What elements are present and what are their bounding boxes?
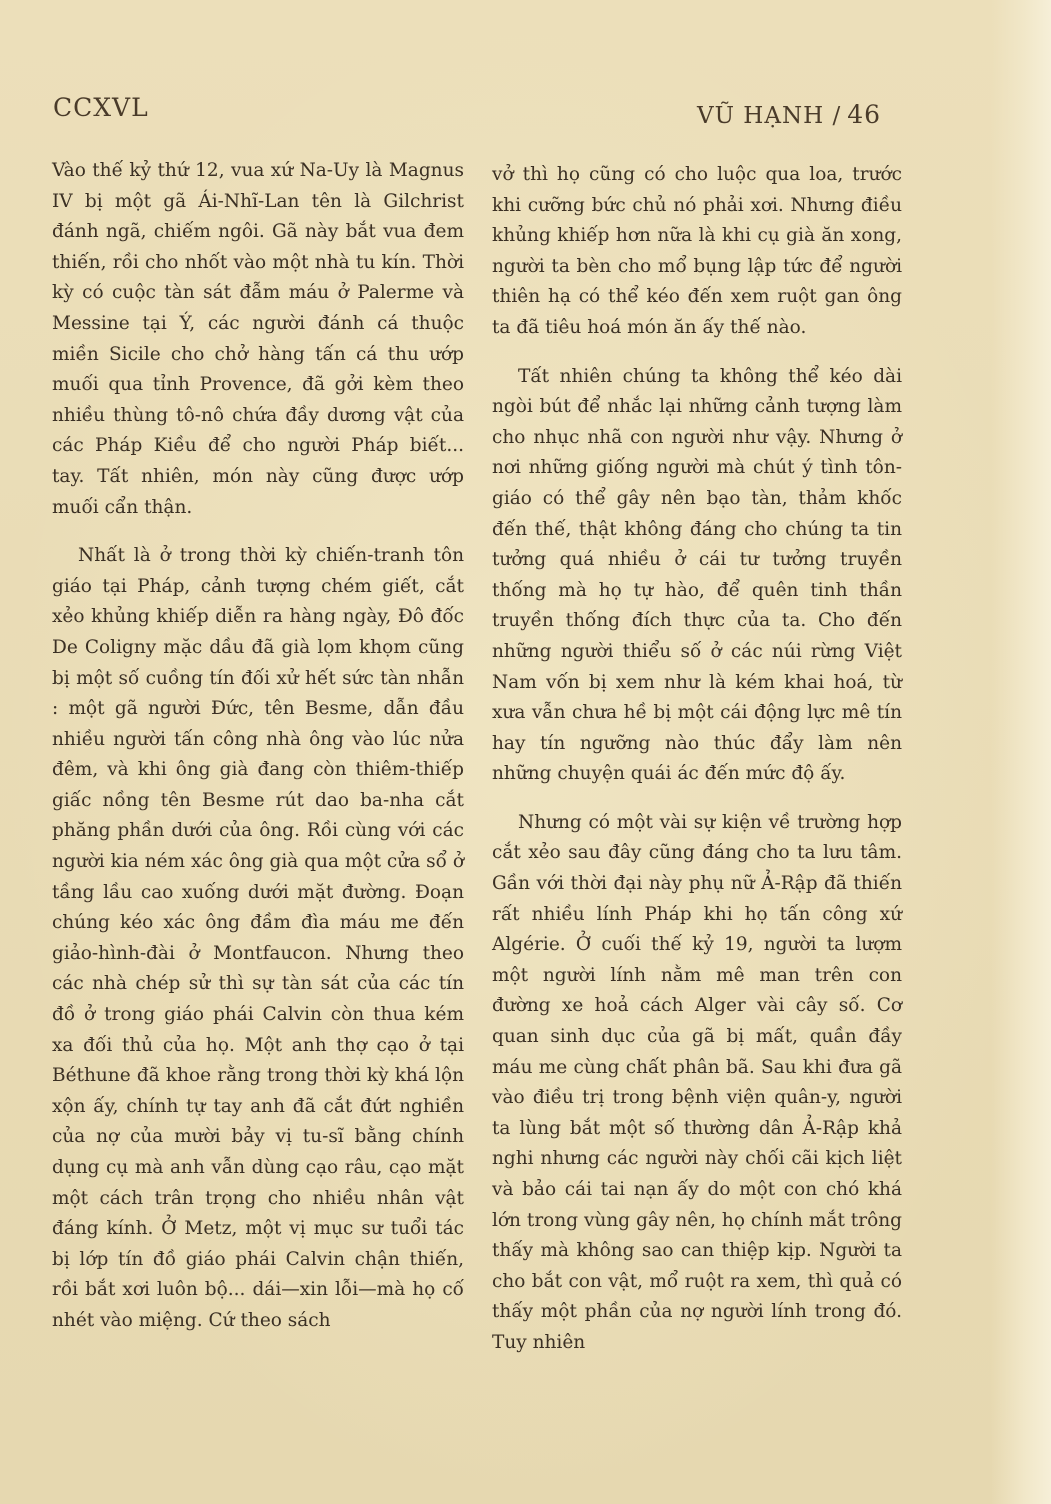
author-title: VŨ HẠNH / <box>697 103 842 129</box>
torn-page-edge <box>991 0 1051 1504</box>
paragraph: vở thì họ cũng có cho luộc qua loa, trước khi cưỡng bức chủ nó phải xơi. Nhưng điều khủng khiếp hơn nữa là khi cụ già ăn xong, người ta bèn cho mổ bụng lập tức để người thiên hạ có thể kéo đến xem ruột gan ông ta đã tiêu hoá món ăn ấy thế nào. <box>492 164 902 338</box>
paragraph: Vào thế kỷ thứ 12, vua xứ Na-Uy là Magnus IV bị một gã Ái-Nhĩ-Lan tên là Gilchrist đánh ngã, chiếm ngôi. Gã này bắt vua đem thiến, rồi cho nhốt vào một nhà tu kín. Thời kỳ có cuộc tàn sát đẫm máu ở Palerme và Messine tại Ý, các người đánh cá thuộc miền Sicile cho chở hàng tấn cá thu ướp muối qua tỉnh Provence, đã gởi kèm theo nhiều thùng tô-nô chứa đầy dương vật của các Pháp Kiều để cho người Pháp biết... tay. Tất nhiên, món này cũng được ướp muối cẩn thận. <box>52 160 464 518</box>
chapter-numeral: CCXVL <box>53 93 149 122</box>
paragraph: Tất nhiên chúng ta không thể kéo dài ngòi bút để nhắc lại những cảnh tượng làm cho nhục nhã con người như vậy. Nhưng ở nơi những giống người mà chút ý tình tôn-giáo có thể gây nên bạo tàn, thảm khốc đến thế, thật không đáng cho chúng ta tin tưởng quá nhiều ở cái tư tưởng truyền thống mà họ tự hào, để quên tinh thần truyền thống đích thực của ta. Cho đến những người thiểu số ở các núi rừng Việt Nam vốn bị xem như là kém khai hoá, từ xưa vẫn chưa hề bị một cái động lực mê tín hay tín ngưỡng nào thúc đẩy làm nên những chuyện quái ác đến mức độ ấy. <box>492 365 902 785</box>
left-column <box>52 156 464 1337</box>
running-header <box>697 100 881 129</box>
right-column <box>492 160 902 1359</box>
paragraph: Nhưng có một vài sự kiện về trường hợp cắt xẻo sau đây cũng đáng cho ta lưu tâm. Gần với thời đại này phụ nữ Ả-Rập đã thiến rất nhiều lính Pháp khi họ tấn công xứ Algérie. Ở cuối thế kỷ 19, người ta lượm một người lính nằm mê man trên con đường xe hoả cách Alger vài cây số. Cơ quan sinh dục của gã bị mất, quần đầy máu me cùng chất phân bã. Sau khi đưa gã vào điều trị trong bệnh viện quân-y, người ta lùng bắt một số thường dân Ả-Rập khả nghi nhưng các người này chối cãi kịch liệt và bảo cái tai nạn ấy do một con chó khá lớn trong vùng gây nên, họ chính mắt trông thấy mà không sao can thiệp kịp. Người ta cho bắt con vật, mổ ruột ra xem, thì quả có thấy một phần của nợ người lính trong đó. Tuy nhiên <box>492 811 902 1353</box>
page-number: 46 <box>847 100 882 129</box>
paragraph: Nhất là ở trong thời kỳ chiến-tranh tôn giáo tại Pháp, cảnh tượng chém giết, cắt xẻo khủng khiếp diễn ra hàng ngày, Đô đốc De Coligny mặc dầu đã già lọm khọm cũng bị một số cuồng tín đối xử hết sức tàn nhẫn : một gã người Đức, tên Besme, dẫn đầu nhiều người tấn công nhà ông vào lúc nửa đêm, và khi ông già đang còn thiêm-thiếp giấc nồng tên Besme rút dao ba-nha cắt phăng phần dưới của ông. Rồi cùng với các người kia ném xác ông già qua một cửa sổ ở tầng lầu cao xuống dưới mặt đường. Đoạn chúng kéo xác ông đầm đìa máu me đến giảo-hình-đài ở Montfaucon. Nhưng theo các nhà chép sử thì sự tàn sát của các tín đồ ở trong giáo phái Calvin còn thua kém xa đối thủ của họ. Một anh thợ cạo ở tại Béthune đã khoe rằng trong thời kỳ khá lộn xộn ấy, chính tự tay anh đã cắt đứt nghiền của nợ của mười bảy vị tu-sĩ bằng chính dụng cụ mà anh vẫn dùng cạo râu, cạo mặt một cách trân trọng cho nhiều nhân vật đáng kính. Ở Metz, một vị mục sư tuổi tác bị lớp tín đồ giáo phái Calvin chận thiến, rồi bắt xơi luôn bộ... dái—xin lỗi—mà họ cố nhét vào miệng. Cứ theo sách <box>52 545 464 1331</box>
